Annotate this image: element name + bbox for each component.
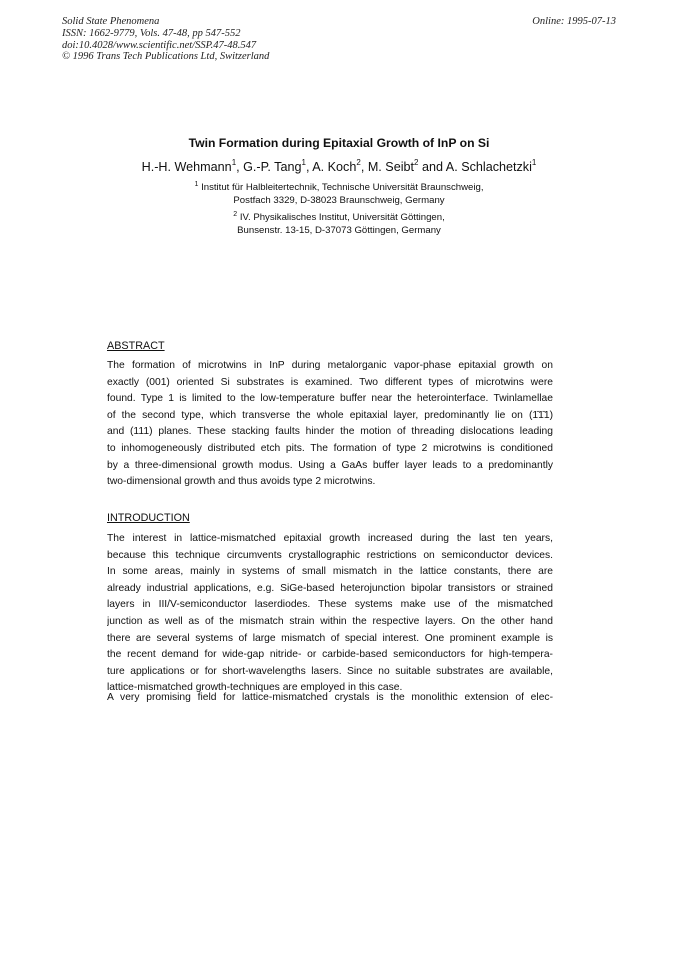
affiliation-1 — [0, 181, 678, 207]
abstract-line: to inhomogeneously distributed etch pits. The formation of type 2 microtwins is conditioned — [107, 442, 553, 454]
body-line: junction as well as of the mismatch strain within the respective layers. On the other hand — [107, 615, 553, 627]
body-line: lattice-mismatched growth-techniques are employed in this case. — [107, 682, 403, 694]
author-name: A. Koch — [312, 160, 357, 174]
affiliation-address: Bunsenstr. 13-15, D-37073 Göttingen, Germany — [237, 225, 441, 236]
body-line: because this technique circumvents crystallographic restrictions on semiconductor devices. — [107, 549, 553, 561]
body-line: layers in III/V-semiconductor laserdiodes. These systems make use of the mismatched — [107, 599, 553, 611]
author-separator: , — [360, 160, 368, 174]
abstract-body — [107, 358, 553, 491]
introduction-heading: INTRODUCTION — [107, 512, 190, 524]
introduction-paragraph-2 — [107, 690, 553, 707]
body-line: A very promising field for lattice-mismatched crystals is the monolithic extension of elec- — [107, 692, 553, 703]
copyright-line: © 1996 Trans Tech Publications Ltd, Switzerland — [62, 51, 270, 63]
abstract-line: and (111) planes. These stacking faults hinder the motion of threading dislocations leading — [107, 426, 553, 438]
body-line: In some areas, mainly in systems of small mismatch in the lattice constants, there are — [107, 566, 553, 578]
affiliation-mark: 2 — [233, 211, 238, 218]
abstract-line: by a three-dimensional growth modus. Using a GaAs buffer layer leads to a predominantly — [107, 459, 553, 471]
abstract-line: found. Type 1 is limited to the low-temperature buffer near the heterointerface. Twinlamellae — [107, 393, 553, 405]
author-name: G.-P. Tang — [243, 160, 302, 174]
body-line: there are several systems of large mismatch of special interest. One prominent example is — [107, 632, 553, 644]
body-line: the recent demand for wide-gap nitride- or carbide-based semiconductors for high-tempera- — [107, 649, 553, 661]
body-line: already industrial applications, e.g. SiGe-based heterojunction bipolar transistors or strained — [107, 582, 553, 594]
issn-line: ISSN: 1662-9779, Vols. 47-48, pp 547-552 — [62, 27, 241, 39]
paper-title: Twin Formation during Epitaxial Growth of InP on Si — [188, 136, 490, 150]
doi-line: doi:10.4028/www.scientific.net/SSP.47-48.547 — [62, 39, 257, 51]
author-name: M. Seibt — [367, 160, 415, 174]
affiliation-institute: IV. Physikalisches Institut, Universität Göttingen, — [239, 212, 445, 223]
introduction-paragraph-1 — [107, 531, 553, 697]
body-line: ture applications or for short-wavelengths lasers. Since no suitable substrates are available, — [107, 665, 553, 677]
author-name: H.-H. Wehmann — [141, 160, 232, 174]
affiliation-2 — [0, 211, 678, 237]
body-line: The interest in lattice-mismatched epitaxial growth increased during the last ten years, — [107, 533, 553, 544]
affiliation-address: Postfach 3329, D-38023 Braunschweig, Germany — [233, 195, 445, 206]
abstract-line: two-dimensional growth and thus avoids type 2 microtwins. — [107, 476, 376, 488]
publication-info — [62, 16, 269, 63]
affiliation-mark: 1 — [194, 181, 199, 188]
abstract-line: exactly (001) oriented Si substrates is examined. Two different types of microtwins were — [107, 376, 553, 388]
author-name: A. Schlachetzki — [445, 160, 532, 174]
online-date: Online: 1995-07-13 — [532, 16, 616, 27]
author-affiliation-mark: 2 — [414, 158, 419, 167]
author-affiliation-mark: 1 — [301, 158, 306, 167]
journal-name: Solid State Phenomena — [62, 16, 160, 27]
author-separator: , — [236, 160, 244, 174]
affiliation-institute: Institut für Halbleitertechnik, Technische Universität Braunschweig, — [201, 182, 484, 193]
author-list — [0, 160, 678, 174]
author-affiliation-mark: 1 — [231, 158, 237, 167]
author-affiliation-mark: 2 — [356, 158, 361, 167]
abstract-heading: ABSTRACT — [107, 340, 165, 352]
abstract-line: The formation of microtwins in InP during metalorganic vapor-phase epitaxial growth on — [107, 360, 553, 371]
abstract-line: of the second type, which transverse the whole epitaxial layer, predominantly lie on (1̄1̄1) — [107, 409, 553, 421]
author-separator: and — [418, 160, 446, 174]
author-affiliation-mark: 1 — [531, 158, 537, 167]
author-separator: , — [305, 160, 313, 174]
